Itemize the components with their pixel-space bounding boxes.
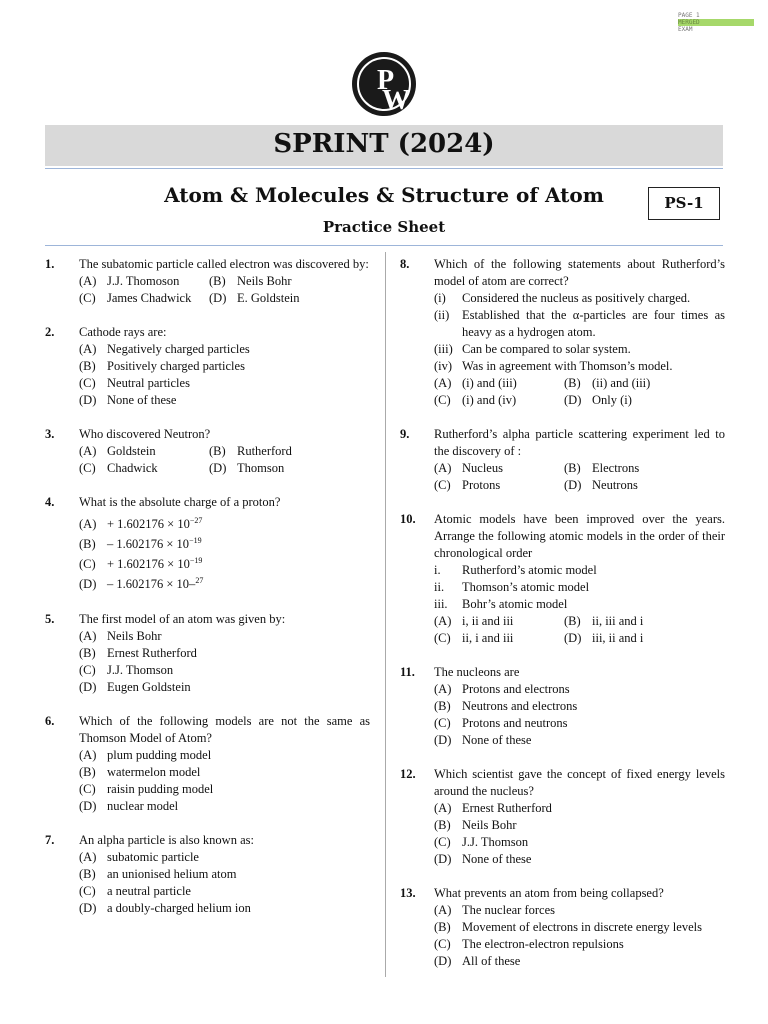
question-text: Which of the following models are not the same as Thomson Model of Atom? <box>79 714 370 745</box>
chapter-title: Atom & Molecules & Structure of Atom <box>164 183 604 207</box>
option: (A) J.J. Thomoson <box>79 274 180 288</box>
statement: i. Rutherford’s atomic model <box>434 563 597 577</box>
option: (C) The electron-electron repulsions <box>434 937 624 951</box>
option: (C) Protons and neutrons <box>434 716 568 730</box>
question-number: 10. <box>400 512 416 526</box>
question-number: 12. <box>400 767 416 781</box>
option: (B) watermelon model <box>79 765 201 779</box>
logo-letter-p: P <box>377 65 395 96</box>
option: (B) Neutrons and electrons <box>434 699 578 713</box>
option: (D) E. Goldstein <box>209 291 300 305</box>
question-7 <box>45 832 370 917</box>
question-10 <box>400 511 725 647</box>
pw-logo <box>352 52 416 116</box>
question-number: 13. <box>400 886 416 900</box>
question-4 <box>45 494 370 594</box>
question-text: What is the absolute charge of a proton? <box>79 495 281 509</box>
question-3 <box>45 426 370 477</box>
option: (B) Neils Bohr <box>209 274 292 288</box>
stamp-line: PAGE 1 <box>678 12 700 19</box>
option: (C) (i) and (iv) <box>434 393 517 407</box>
question-number: 8. <box>400 257 410 271</box>
option: (A) + $1.602176 \times 10^{-27}$ <box>79 516 203 531</box>
question-text: Cathode rays are: <box>79 325 167 339</box>
option: (C) James Chadwick <box>79 291 192 305</box>
statement: (iv) Was in agreement with Thomson’s model. <box>434 359 673 373</box>
question-number: 4. <box>45 495 55 509</box>
page-title: SPRINT (2024) <box>273 129 495 159</box>
question-2 <box>45 324 370 409</box>
subheader-rule <box>45 245 723 246</box>
option: (A) plum pudding model <box>79 748 212 762</box>
question-text: What prevents an atom from being collapsed? <box>434 886 664 900</box>
question-text: Who discovered Neutron? <box>79 427 211 441</box>
option: (C) + $1.602176 \times 10^{-19}$ <box>79 556 203 571</box>
question-number: 7. <box>45 833 55 847</box>
title-banner <box>45 125 723 166</box>
question-text: Atomic models have been improved over the years. Arrange the following atomic models in the order of their chronological order <box>434 512 725 560</box>
header-rule <box>45 168 723 169</box>
logo-ring <box>357 57 411 116</box>
option: (A) Protons and electrons <box>434 682 570 696</box>
option: (A) subatomic particle <box>79 850 199 864</box>
question-number: 3. <box>45 427 55 441</box>
option: (C) raisin pudding model <box>79 782 214 796</box>
option: (C) J.J. Thomson <box>434 835 529 849</box>
option: (C) Neutral particles <box>79 376 190 390</box>
sheet-label: Practice Sheet <box>322 218 446 236</box>
option: (D) None of these <box>79 393 177 407</box>
option: (B) an unionised helium atom <box>79 867 237 881</box>
question-text: An alpha particle is also known as: <box>79 833 254 847</box>
option: (B) Electrons <box>564 461 640 475</box>
statement: ii. Thomson’s atomic model <box>434 580 590 594</box>
option: (A) Ernest Rutherford <box>434 801 552 815</box>
question-text: Which scientist gave the concept of fixed energy levels around the nucleus? <box>434 767 725 798</box>
option: (A) Neils Bohr <box>79 629 162 643</box>
option: (C) Chadwick <box>79 461 158 475</box>
question-text: Rutherford’s alpha particle scattering experiment led to the discovery of : <box>434 427 725 458</box>
question-5 <box>45 611 370 696</box>
question-text: The subatomic particle called electron was discovered by: <box>79 257 369 271</box>
option: (B) – $1.602176 \times 10^{-19}$ <box>79 536 202 551</box>
option: (B) Movement of electrons in discrete energy levels <box>434 920 702 934</box>
option: (D) a doubly-charged helium ion <box>79 901 251 915</box>
corner-stamp <box>678 12 754 34</box>
option: (A) Negatively charged particles <box>79 342 250 356</box>
statement: (iii) Can be compared to solar system. <box>434 342 631 356</box>
option: (B) ii, iii and i <box>564 614 644 628</box>
question-9 <box>400 426 725 494</box>
option: (C) J.J. Thomson <box>79 663 174 677</box>
option: (A) Goldstein <box>79 444 156 458</box>
stamp-line: EXAM <box>678 26 693 33</box>
option: (A) (i) and (iii) <box>434 376 517 390</box>
column-divider <box>385 252 386 977</box>
question-13 <box>400 885 725 970</box>
option: (C) ii, i and iii <box>434 631 514 645</box>
option: (B) Rutherford <box>209 444 292 458</box>
question-number: 6. <box>45 714 55 728</box>
option: (D) Thomson <box>209 461 285 475</box>
question-12 <box>400 766 725 868</box>
option: (D) – 1.602176 × 10–$^{27}$ <box>79 576 204 591</box>
statement: iii. Bohr’s atomic model <box>434 597 568 611</box>
option: (A) i, ii and iii <box>434 614 514 628</box>
option: (B) Positively charged particles <box>79 359 245 373</box>
option: (D) All of these <box>434 954 521 968</box>
statement: (ii) Established that the α-particles are four times as heavy as a hydrogen atom. <box>434 308 725 339</box>
option: (C) a neutral particle <box>79 884 191 898</box>
option: (A) Nucleus <box>434 461 503 475</box>
question-number: 9. <box>400 427 410 441</box>
left-column <box>45 256 370 917</box>
statement: (i) Considered the nucleus as positively charged. <box>434 291 691 305</box>
sheet-code-badge: PS-1 <box>648 187 720 220</box>
option: (D) nuclear model <box>79 799 179 813</box>
option: (B) (ii) and (iii) <box>564 376 651 390</box>
option: (D) Eugen Goldstein <box>79 680 191 694</box>
option: (D) Neutrons <box>564 478 638 492</box>
option: (D) None of these <box>434 852 532 866</box>
question-text: Which of the following statements about Rutherford’s model of atom are correct? <box>434 257 725 288</box>
question-number: 5. <box>45 612 55 626</box>
question-text: The first model of an atom was given by: <box>79 612 286 626</box>
logo-letter-w: W <box>382 85 410 116</box>
question-number: 2. <box>45 325 55 339</box>
question-8 <box>400 256 725 409</box>
question-number: 11. <box>400 665 415 679</box>
option: (D) iii, ii and i <box>564 631 644 645</box>
right-column <box>400 256 725 970</box>
option: (C) Protons <box>434 478 501 492</box>
question-6 <box>45 713 370 815</box>
option: (B) Neils Bohr <box>434 818 517 832</box>
question-text: The nucleons are <box>434 665 520 679</box>
question-11 <box>400 664 725 749</box>
stamp-line: MERGED <box>678 19 754 26</box>
option: (D) None of these <box>434 733 532 747</box>
option: (A) The nuclear forces <box>434 903 555 917</box>
question-1 <box>45 256 370 307</box>
option: (B) Ernest Rutherford <box>79 646 197 660</box>
option: (D) Only (i) <box>564 393 632 407</box>
question-number: 1. <box>45 257 55 271</box>
